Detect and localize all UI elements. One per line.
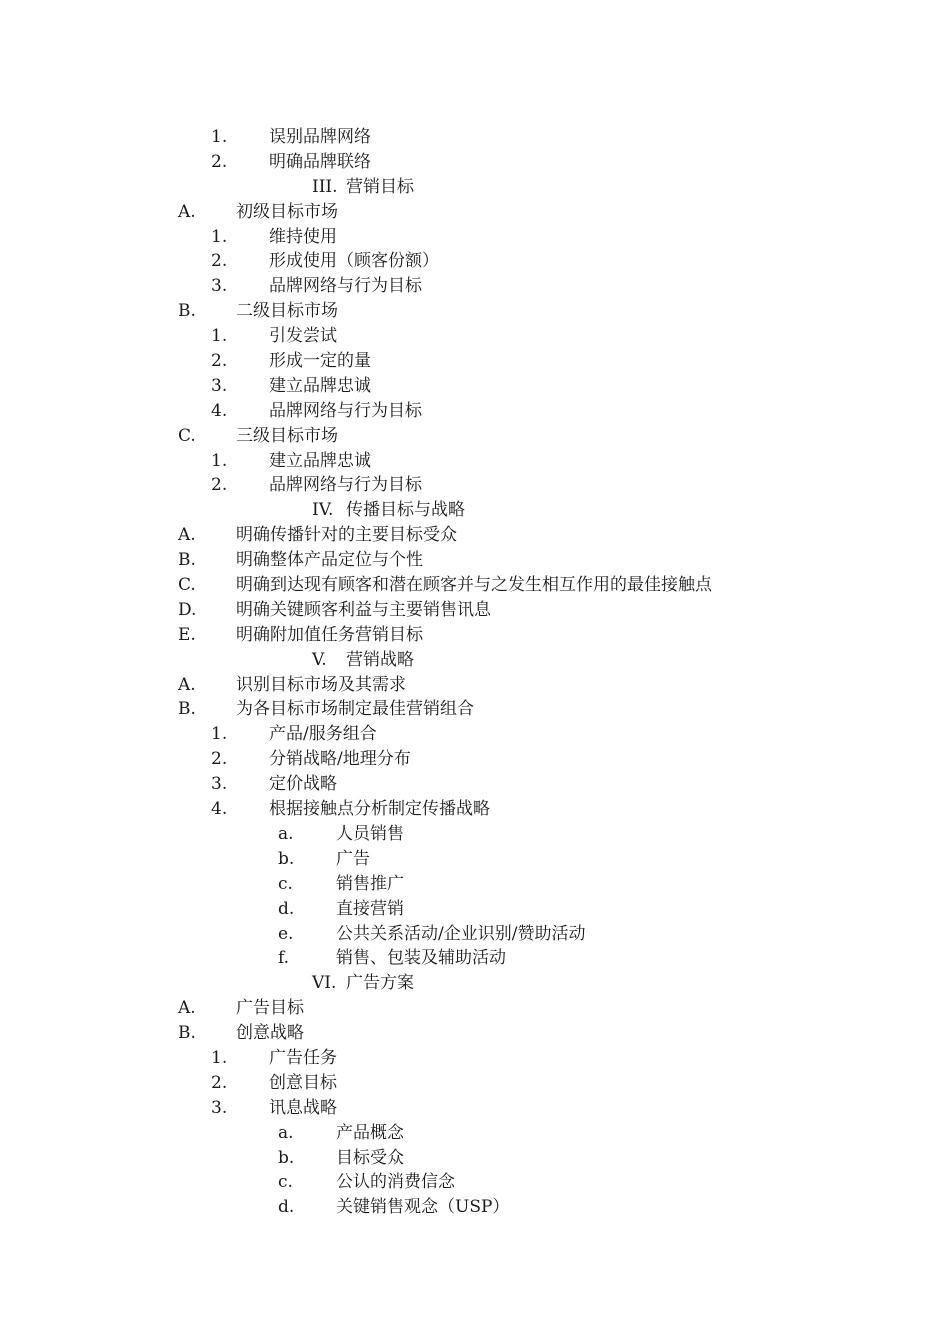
outline-subsubitem	[0, 1170, 950, 1195]
outline-item	[0, 673, 950, 698]
section-heading	[0, 648, 950, 673]
outline-text: 产品概念	[336, 1122, 404, 1143]
outline-subitem	[0, 274, 950, 299]
outline-text: 分销战略/地理分布	[269, 749, 411, 770]
outline-marker: B.	[178, 550, 196, 571]
section-heading	[0, 971, 950, 996]
outline-text: 创意战略	[236, 1023, 304, 1044]
outline-subitem	[0, 349, 950, 374]
outline-text: 品牌网络与行为目标	[269, 475, 422, 496]
outline-subitem	[0, 1096, 950, 1121]
outline-text: 品牌网络与行为目标	[269, 276, 422, 297]
outline-subitem	[0, 1071, 950, 1096]
outline-text: 公认的消费信念	[336, 1172, 455, 1193]
outline-marker: a.	[278, 1122, 294, 1143]
outline-marker: C.	[178, 425, 196, 446]
outline-item	[0, 598, 950, 623]
outline-text: 建立品牌忠诚	[269, 375, 371, 396]
outline-text: 公共关系活动/企业识别/赞助活动	[336, 923, 586, 944]
outline-marker: E.	[178, 624, 196, 645]
outline-marker: A.	[178, 998, 196, 1019]
outline-subitem	[0, 797, 950, 822]
outline-subitem	[0, 772, 950, 797]
outline-marker: III.	[312, 176, 338, 197]
outline-text: 品牌网络与行为目标	[269, 400, 422, 421]
outline-subitem	[0, 399, 950, 424]
outline-marker: 2.	[211, 251, 228, 272]
outline-text: 目标受众	[336, 1147, 404, 1168]
outline-marker: A.	[178, 201, 196, 222]
outline-subitem	[0, 722, 950, 747]
outline-subsubitem	[0, 1121, 950, 1146]
outline-item	[0, 697, 950, 722]
outline-marker: 3.	[211, 774, 228, 795]
outline-text: 明确关键顾客利益与主要销售讯息	[236, 599, 491, 620]
outline-subitem	[0, 1046, 950, 1071]
outline-text: 为各目标市场制定最佳营销组合	[236, 699, 474, 720]
outline-subsubitem	[0, 946, 950, 971]
outline-text: 三级目标市场	[236, 425, 338, 446]
outline-text: 引发尝试	[269, 326, 337, 347]
outline-marker: b.	[278, 848, 295, 869]
outline-subsubitem	[0, 897, 950, 922]
outline-marker: 1.	[211, 127, 228, 147]
outline-marker: C.	[178, 575, 196, 596]
outline-item	[0, 299, 950, 324]
outline-marker: 3.	[211, 1097, 228, 1118]
outline-marker: B.	[178, 1023, 196, 1044]
outline-marker: IV.	[312, 500, 334, 521]
outline-subitem	[0, 747, 950, 772]
outline-text: 二级目标市场	[236, 301, 338, 322]
outline-item	[0, 424, 950, 449]
section-heading	[0, 498, 950, 523]
outline-subitem	[0, 225, 950, 250]
outline-text: 形成一定的量	[269, 351, 371, 372]
outline-marker: 1.	[211, 450, 228, 471]
outline-marker: d.	[278, 1197, 295, 1218]
outline-marker: 2.	[211, 1072, 228, 1093]
outline-text: 形成使用（顾客份额）	[269, 251, 439, 272]
outline-marker: e.	[278, 923, 294, 944]
outline-marker: 2.	[211, 151, 228, 172]
outline-subitem	[0, 150, 950, 175]
outline-text: 直接营销	[336, 898, 404, 919]
outline-marker: 1.	[211, 1047, 228, 1068]
outline-text: 明确附加值任务营销目标	[236, 624, 423, 645]
outline-marker: 2.	[211, 351, 228, 372]
outline-marker: 2.	[211, 475, 228, 496]
outline-marker: a.	[278, 823, 294, 844]
outline-item	[0, 200, 950, 225]
outline-marker: 2.	[211, 749, 228, 770]
outline-subitem	[0, 125, 950, 150]
outline-marker: D.	[178, 599, 197, 620]
outline-subitem	[0, 449, 950, 474]
outline-text: 明确传播针对的主要目标受众	[236, 525, 457, 546]
outline-text: 创意目标	[269, 1072, 337, 1093]
outline-marker: c.	[278, 873, 293, 894]
outline-text: 营销战略	[346, 649, 414, 670]
outline-document	[0, 125, 950, 1220]
outline-item	[0, 523, 950, 548]
outline-text: 初级目标市场	[236, 201, 338, 222]
outline-text: 明确到达现有顾客和潜在顾客并与之发生相互作用的最佳接触点	[236, 575, 712, 596]
outline-text: 识别目标市场及其需求	[236, 674, 406, 695]
outline-text: 明确品牌联络	[269, 151, 371, 172]
outline-marker: B.	[178, 301, 196, 322]
outline-item	[0, 573, 950, 598]
outline-marker: 3.	[211, 375, 228, 396]
outline-marker: c.	[278, 1172, 293, 1193]
outline-marker: 1.	[211, 724, 228, 745]
outline-subsubitem	[0, 872, 950, 897]
outline-marker: 4.	[211, 400, 228, 421]
outline-subsubitem	[0, 822, 950, 847]
outline-marker: b.	[278, 1147, 295, 1168]
outline-subsubitem	[0, 922, 950, 947]
outline-text: 营销目标	[346, 176, 414, 197]
outline-text: 建立品牌忠诚	[269, 450, 371, 471]
outline-text: 产品/服务组合	[269, 724, 377, 745]
outline-text: 误别品牌网络	[269, 127, 371, 147]
outline-subitem	[0, 324, 950, 349]
outline-marker: VI.	[312, 973, 337, 994]
outline-marker: d.	[278, 898, 295, 919]
outline-item	[0, 1021, 950, 1046]
outline-item	[0, 548, 950, 573]
outline-marker: B.	[178, 699, 196, 720]
outline-text: 销售、包装及辅助活动	[336, 948, 506, 969]
outline-subitem	[0, 374, 950, 399]
outline-marker: A.	[178, 525, 196, 546]
outline-text: 根据接触点分析制定传播战略	[269, 799, 490, 820]
outline-text: 广告	[336, 848, 370, 869]
section-heading	[0, 175, 950, 200]
outline-text: 广告方案	[346, 973, 414, 994]
outline-text: 定价战略	[269, 774, 337, 795]
outline-text: 维持使用	[269, 226, 337, 247]
outline-text: 销售推广	[336, 873, 404, 894]
outline-text: 传播目标与战略	[346, 500, 465, 521]
outline-marker: A.	[178, 674, 196, 695]
outline-text: 广告任务	[269, 1047, 337, 1068]
outline-subsubitem	[0, 847, 950, 872]
outline-item	[0, 996, 950, 1021]
outline-text: 明确整体产品定位与个性	[236, 550, 423, 571]
outline-item	[0, 623, 950, 648]
outline-marker: 1.	[211, 326, 228, 347]
outline-marker: 3.	[211, 276, 228, 297]
outline-text: 人员销售	[336, 823, 404, 844]
outline-marker: f.	[278, 948, 290, 969]
outline-marker: V.	[312, 649, 327, 670]
outline-text: 广告目标	[236, 998, 304, 1019]
outline-subsubitem	[0, 1195, 950, 1220]
outline-marker: 1.	[211, 226, 228, 247]
outline-subitem	[0, 473, 950, 498]
outline-text: 关键销售观念（USP）	[336, 1197, 510, 1218]
outline-marker: 4.	[211, 799, 228, 820]
outline-subitem	[0, 249, 950, 274]
outline-subsubitem	[0, 1146, 950, 1171]
outline-text: 讯息战略	[269, 1097, 337, 1118]
